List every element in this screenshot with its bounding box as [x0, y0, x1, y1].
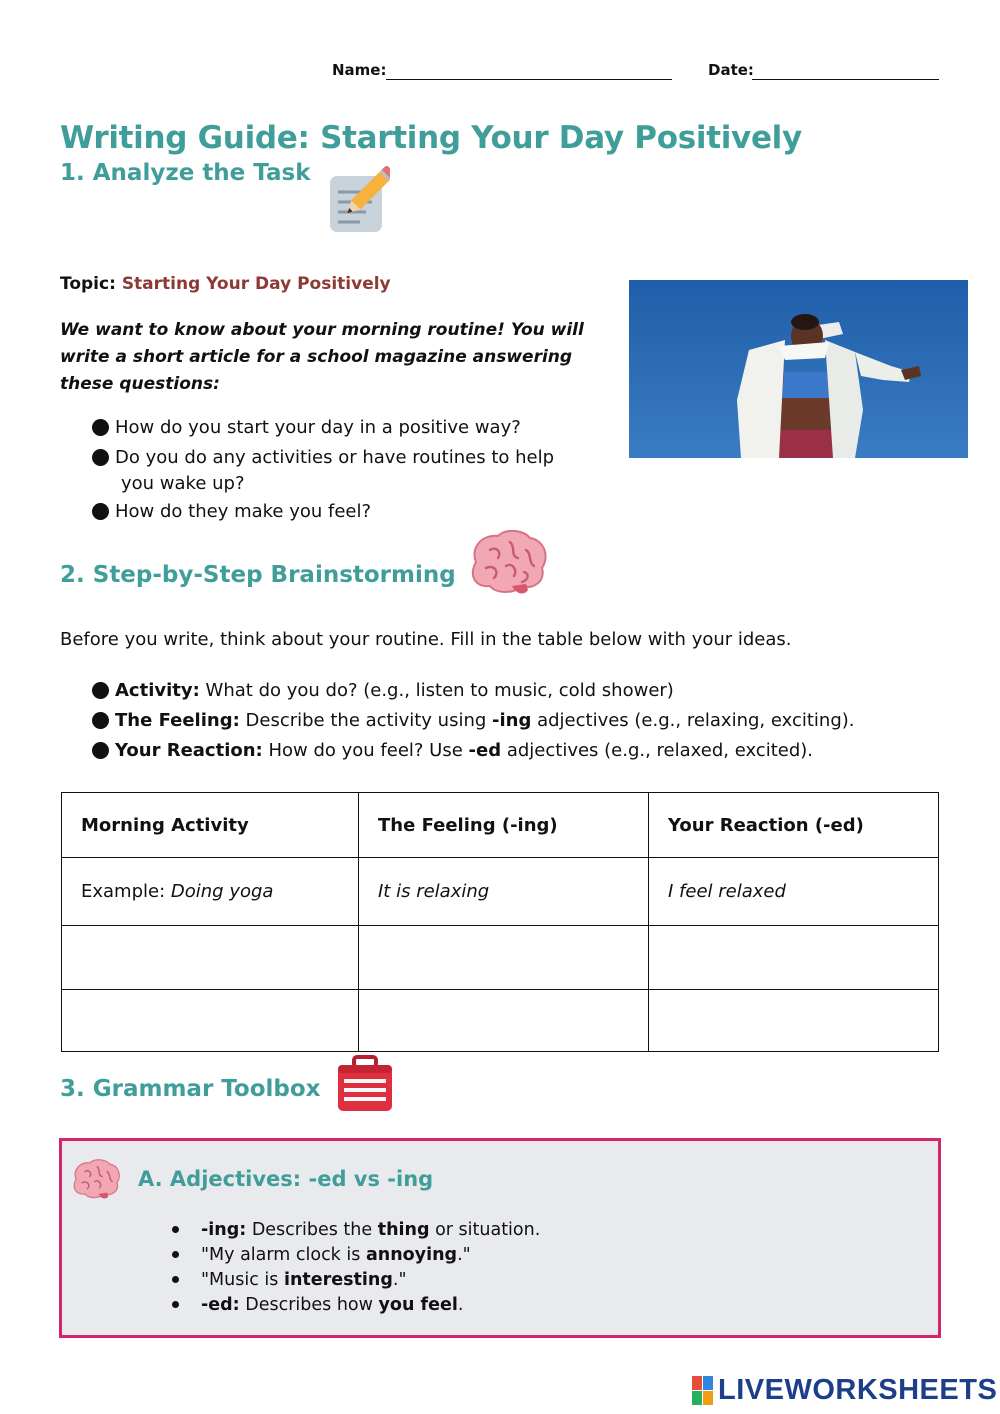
- column-header: The Feeling (-ing): [359, 793, 649, 858]
- intro-text: [60, 317, 620, 398]
- intro-line: We want to know about your morning routine! You will: [60, 320, 584, 340]
- column-header: Morning Activity: [62, 793, 359, 858]
- list-item: -ing: Describes the thing or situation.: [172, 1217, 540, 1242]
- bullet-icon: [92, 712, 109, 729]
- intro-line: write a short article for a school magazine answering: [60, 347, 573, 367]
- grammar-box: [59, 1138, 941, 1338]
- column-header: Your Reaction (-ed): [649, 793, 939, 858]
- bullet-icon: [92, 503, 109, 520]
- table-cell: It is relaxing: [359, 858, 649, 926]
- brain-icon: [70, 1157, 122, 1201]
- bullet-icon: [172, 1226, 179, 1233]
- bullet-icon: [172, 1276, 179, 1283]
- toolbox-icon: [336, 1055, 394, 1113]
- section2-heading: 2. Step-by-Step Brainstorming: [60, 562, 456, 588]
- name-field[interactable]: [386, 62, 672, 80]
- woman-stretching-photo: [629, 280, 968, 458]
- brainstorm-instruction: Before you write, think about your routine. Fill in the table below with your ideas.: [60, 629, 792, 650]
- table-cell: I feel relaxed: [649, 858, 939, 926]
- table-row: [62, 990, 939, 1052]
- table-input-cell[interactable]: [359, 926, 649, 990]
- bullet-icon: [172, 1301, 179, 1308]
- topic-value: Starting Your Day Positively: [121, 274, 391, 294]
- tips-list: [92, 678, 892, 764]
- bullet-icon: [92, 449, 109, 466]
- list-item: -ed: Describes how you feel.: [172, 1292, 540, 1317]
- section3-heading: 3. Grammar Toolbox: [60, 1076, 321, 1102]
- section1-heading: 1. Analyze the Task: [60, 160, 311, 186]
- table-input-cell[interactable]: [359, 990, 649, 1052]
- list-item: "Music is interesting.": [172, 1267, 540, 1292]
- table-cell: Example: Doing yoga: [62, 858, 359, 926]
- list-item: "My alarm clock is annoying.": [172, 1242, 540, 1267]
- bullet-icon: [92, 682, 109, 699]
- list-item: Do you do any activities or have routines to help: [92, 445, 592, 471]
- table-input-cell[interactable]: [62, 926, 359, 990]
- brainstorm-table: [61, 792, 939, 1052]
- logo-text: LIVEWORKSHEETS: [718, 1374, 998, 1406]
- name-label: Name:: [332, 61, 387, 79]
- list-item-continuation: you wake up?: [121, 473, 245, 494]
- grammar-list: [172, 1217, 540, 1317]
- brain-icon: [466, 528, 550, 596]
- bullet-icon: [172, 1251, 179, 1258]
- box-heading: A. Adjectives: -ed vs -ing: [138, 1167, 434, 1191]
- logo-mark-icon: [692, 1376, 714, 1406]
- table-input-cell[interactable]: [649, 990, 939, 1052]
- memo-pencil-icon: [326, 166, 390, 234]
- table-row: [62, 926, 939, 990]
- topic-line: [60, 274, 391, 294]
- list-item: How do they make you feel?: [92, 499, 592, 525]
- bullet-icon: [92, 419, 109, 436]
- intro-line: these questions:: [60, 374, 220, 394]
- date-field[interactable]: [752, 62, 939, 80]
- topic-label: Topic:: [60, 274, 116, 294]
- questions-list: [92, 415, 592, 525]
- list-item: Your Reaction: How do you feel? Use -ed adjectives (e.g., relaxed, excited).: [92, 738, 892, 764]
- list-item: Activity: What do you do? (e.g., listen to music, cold shower): [92, 678, 892, 704]
- date-label: Date:: [708, 61, 754, 79]
- table-header-row: [62, 793, 939, 858]
- table-input-cell[interactable]: [62, 990, 359, 1052]
- liveworksheets-logo: [692, 1374, 997, 1407]
- bullet-icon: [92, 742, 109, 759]
- page-title: Writing Guide: Starting Your Day Positively: [60, 120, 802, 156]
- list-item: How do you start your day in a positive way?: [92, 415, 592, 441]
- list-item: The Feeling: Describe the activity using -ing adjectives (e.g., relaxing, exciting).: [92, 708, 892, 734]
- table-row-example: [62, 858, 939, 926]
- table-input-cell[interactable]: [649, 926, 939, 990]
